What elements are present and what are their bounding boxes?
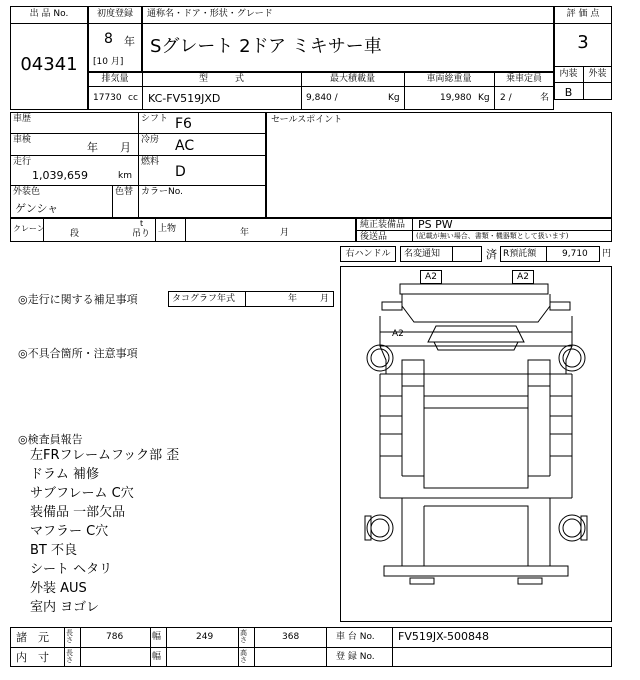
truck-diagram — [340, 266, 612, 622]
fuel-label: 燃料 — [141, 157, 160, 167]
inspector-label: ◎検査員報告 — [18, 433, 83, 446]
inspector-item: 外装 AUS — [30, 581, 87, 596]
history-label: 車歴 — [13, 114, 32, 124]
recycle-mark: 済 — [486, 248, 497, 261]
lot-number: 04341 — [20, 54, 78, 75]
mileage: 1,039,659 — [32, 169, 88, 182]
cc-unit: cc — [128, 93, 138, 103]
inspector-item: サブフレーム C穴 — [30, 486, 134, 501]
displacement-label: 排気量 — [101, 74, 129, 84]
tachograph-year-unit: 年 — [288, 294, 298, 304]
crane-label: クレーン — [13, 224, 45, 233]
interior-label: 内装 — [559, 69, 578, 79]
damage-mark: A2 — [425, 272, 437, 282]
color-label: 外装色 — [13, 187, 41, 197]
length: 786 — [106, 632, 124, 642]
recycle-label: R預託額 — [503, 249, 537, 259]
shift-label: シフト — [141, 114, 169, 124]
chassis-number: FV519JX-500848 — [398, 630, 490, 643]
score-value: 3 — [577, 32, 589, 53]
tachograph-month-unit: 月 — [320, 294, 330, 304]
inner-width-label: 幅 — [152, 652, 162, 662]
inner-length-label: 長さ — [66, 649, 73, 664]
ac-value: AC — [175, 138, 195, 154]
vehicle-name: Sグレート 2ドア ミキサー車 — [150, 36, 382, 57]
model-label: 型 式 — [198, 74, 244, 84]
capacity: 9,840 / — [306, 93, 338, 103]
km-unit: km — [118, 171, 132, 181]
name-change-label: 名変通知 — [404, 249, 441, 259]
crane-stage-unit: 段 — [70, 229, 80, 239]
length-label: 長さ — [66, 629, 73, 644]
model: KC-FV519JXD — [148, 92, 221, 105]
seats: 2 / — [500, 93, 512, 103]
inspector-item: 左FRフレームフック部 歪 — [30, 448, 180, 463]
yen-unit: 円 — [602, 249, 612, 259]
reg-label: 初度登録 — [96, 9, 133, 19]
color-no-label: カラーNo. — [141, 187, 183, 197]
inspector-item: BT 不良 — [30, 543, 77, 558]
crane-row — [10, 218, 356, 242]
damage-mark: A2 — [392, 329, 404, 339]
reg-year: 8 — [104, 31, 113, 47]
color-value: ゲンシャ — [15, 202, 59, 215]
displacement: 17730 — [93, 93, 122, 103]
crane-hang-unit: 吊り — [132, 229, 151, 239]
aftermarket-label: 後送品 — [360, 232, 388, 242]
lot-label: 出 品 No. — [29, 9, 69, 19]
height: 368 — [282, 632, 300, 642]
capacity-label: 最大積載量 — [329, 74, 375, 84]
shift-value: F6 — [175, 116, 192, 132]
width: 249 — [196, 632, 214, 642]
inspector-item: ドラム 補修 — [30, 467, 100, 482]
inspection-month-unit: 月 — [120, 141, 131, 154]
sales-point-label: セールスポイント — [271, 115, 343, 125]
reg-year-unit: 年 — [124, 35, 135, 48]
name-label: 通称名・ドア・形状・グレード — [147, 9, 273, 19]
reg-month: [10 月] — [93, 57, 124, 67]
steering: 右ハンドル — [345, 249, 391, 259]
upper-label: 上物 — [158, 224, 177, 234]
driving-notes-label: ◎走行に関する補足事項 — [18, 293, 138, 306]
tachograph-label: タコグラフ年式 — [172, 294, 236, 304]
upper-year-unit: 年 — [240, 228, 250, 238]
inspector-item: 室内 ヨゴレ — [30, 600, 100, 615]
interior-grade: B — [564, 86, 573, 99]
exterior-label: 外装 — [588, 69, 607, 79]
capacity-unit: Kg — [388, 93, 400, 103]
inner-height-label: 高さ — [240, 649, 247, 664]
equipment-value: PS PW — [418, 218, 453, 231]
width-label: 幅 — [152, 632, 162, 642]
inspection-label: 車検 — [13, 135, 32, 145]
ac-label: 冷房 — [141, 135, 160, 145]
sales-point-box — [266, 112, 612, 218]
score-label: 評 価 点 — [566, 9, 600, 19]
chassis-label: 車 台 No. — [336, 632, 375, 642]
dims-label: 諸 元 — [16, 631, 49, 644]
inspector-item: マフラー C穴 — [30, 524, 109, 539]
crane-ton-unit: t — [140, 219, 144, 228]
fuel-value: D — [175, 164, 186, 180]
inspector-item: 装備品 一部欠品 — [30, 505, 126, 520]
upper-month-unit: 月 — [280, 228, 290, 238]
equipment-label: 純正装備品 — [360, 220, 406, 230]
total-weight: 19,980 — [440, 93, 472, 103]
color-change-label: 色替 — [115, 187, 134, 197]
damage-mark: A2 — [517, 272, 529, 282]
defects-label: ◎不具合箇所・注意事項 — [18, 347, 138, 360]
total-weight-label: 車両総重量 — [426, 74, 472, 84]
recycle-amount: 9,710 — [562, 249, 588, 259]
inner-label: 内 寸 — [16, 651, 49, 664]
height-label: 高さ — [240, 629, 247, 644]
seats-label: 乗車定員 — [505, 74, 542, 84]
inspection-year-unit: 年 — [87, 141, 98, 154]
seats-unit: 名 — [540, 93, 550, 103]
aftermarket-note: (記載が無い場合、書類・機器類として扱います) — [416, 232, 569, 240]
mileage-label: 走行 — [13, 157, 32, 167]
inspector-item: シート ヘタリ — [30, 562, 113, 577]
total-weight-unit: Kg — [478, 93, 490, 103]
registration-label: 登 録 No. — [336, 652, 375, 662]
